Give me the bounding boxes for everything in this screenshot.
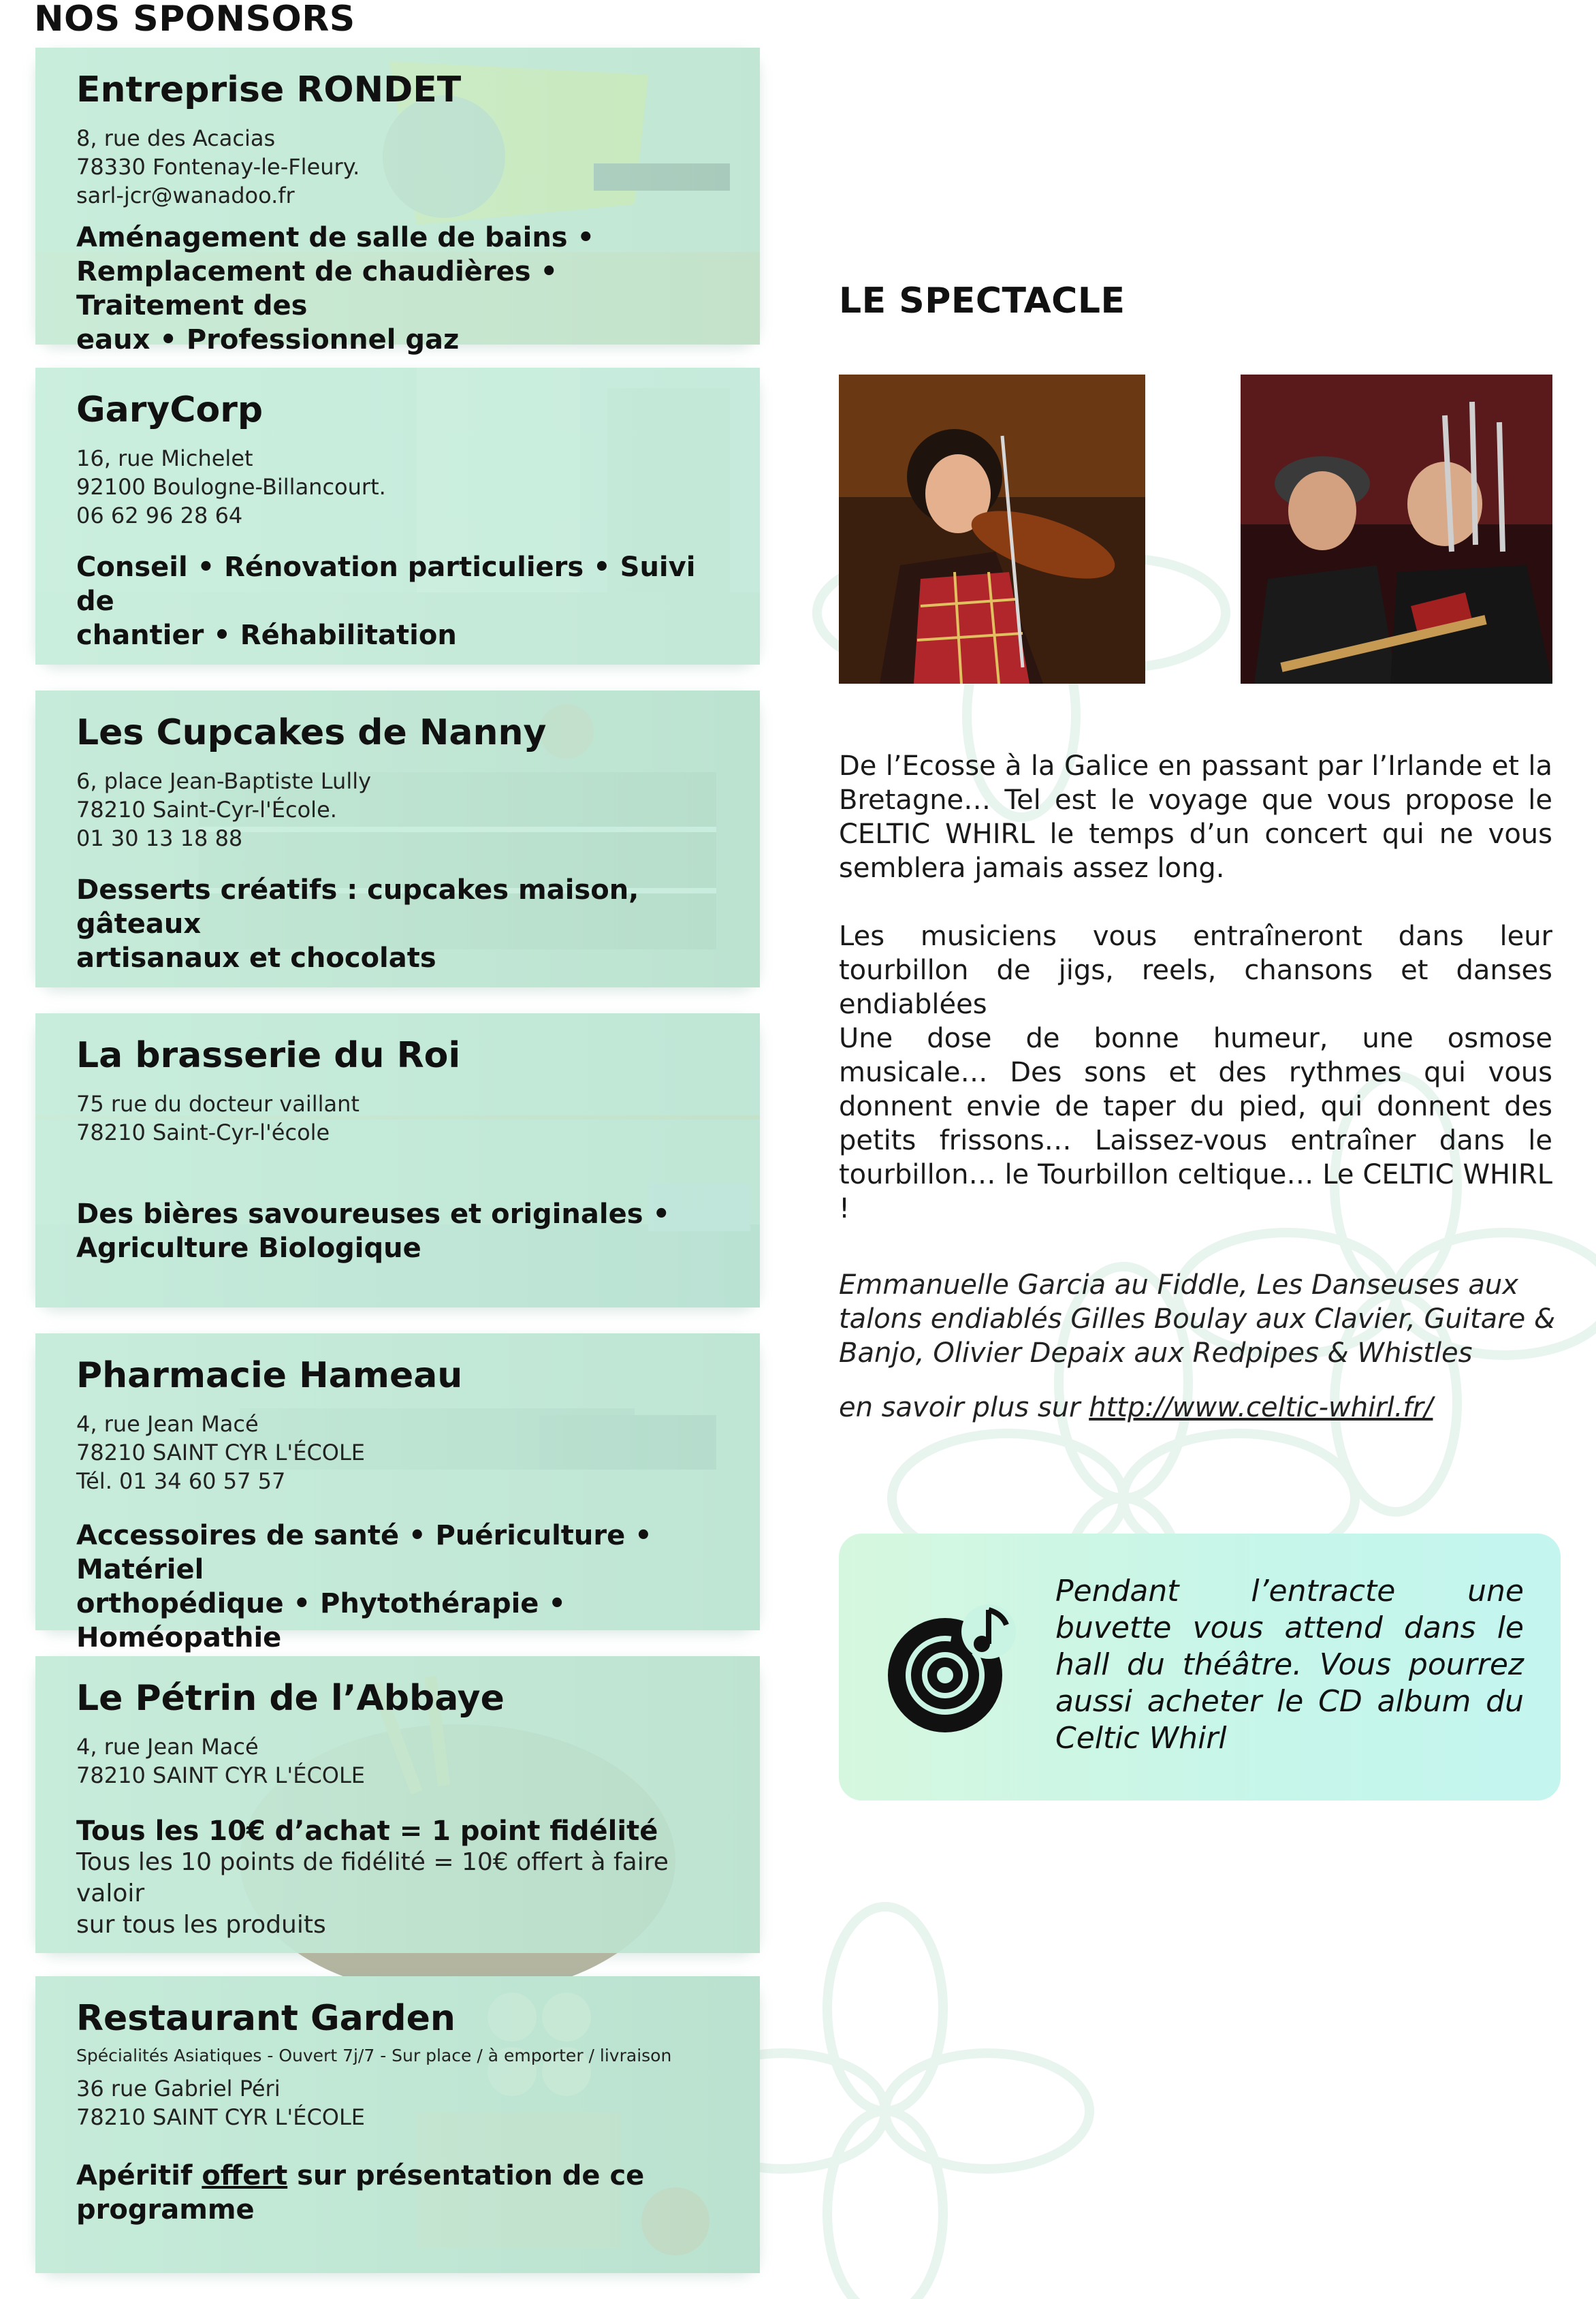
violinist-image: [839, 375, 1145, 684]
description-line: Aménagement de salle de bains •: [76, 222, 595, 253]
sponsor-tagline: Spécialités Asiatiques - Ouvert 7j/7 - Sur place / à emporter / livraison: [76, 2046, 672, 2065]
sponsor-card-petrin: [35, 1656, 760, 1953]
vinyl-record-music-note-icon: [887, 1604, 1016, 1734]
sponsor-address: [76, 444, 386, 530]
address-line: 4, rue Jean Macé: [76, 1411, 259, 1437]
sponsors-heading: NOS SPONSORS: [34, 0, 355, 39]
address-line: 78330 Fontenay-le-Fleury.: [76, 154, 360, 180]
sponsor-description: [76, 550, 733, 652]
sponsor-card-cupcakes: [35, 691, 760, 987]
more-info-prefix: en savoir plus sur: [839, 1392, 1089, 1423]
description-line: orthopédique • Phytothérapie • Homéopathie: [76, 1588, 566, 1653]
card-content: [76, 1333, 733, 1653]
photo-pipers: [1241, 375, 1552, 684]
description-line: Des bières savoureuses et originales •: [76, 1199, 671, 1230]
spectacle-heading: LE SPECTACLE: [839, 281, 1126, 321]
spectacle-credits: [839, 1268, 1561, 1370]
offer-line: programme: [76, 2194, 255, 2225]
sponsor-address: [76, 124, 360, 210]
description-line: chantier • Réhabilitation: [76, 620, 457, 651]
description-line: Remplacement de chaudières • Traitement des: [76, 256, 558, 321]
sponsor-address: [76, 767, 371, 853]
pipers-image: [1241, 375, 1552, 684]
offer-emphasis: offert: [202, 2160, 288, 2191]
spectacle-paragraph: Les musiciens vous entraîneront dans leur tourbillon de jigs, reels, chansons et danses endiablées: [839, 921, 1552, 1020]
address-line: 78210 SAINT CYR L'ÉCOLE: [76, 1440, 366, 1465]
address-line: 4, rue Jean Macé: [76, 1734, 259, 1760]
offer-line: [76, 2159, 733, 2193]
sponsor-address: [76, 1410, 365, 1495]
buvette-text: Pendant l’entracte une buvette vous attend dans le hall du théâtre. Vous pourrez aussi acheter le CD album du Celtic Whirl: [1055, 1574, 1524, 1756]
offer-text: sur présentation de ce: [287, 2160, 645, 2191]
sponsor-description: [76, 873, 733, 975]
sponsor-offer-details: [76, 1847, 733, 1941]
address-line: 92100 Boulogne-Billancourt.: [76, 474, 386, 500]
sponsor-phone: 01 30 13 18 88: [76, 825, 243, 851]
offer-detail-line: sur tous les produits: [76, 1911, 326, 1939]
offer-headline: Tous les 10€ d’achat = 1 point fidélité: [76, 1816, 658, 1847]
sponsor-name: GaryCorp: [76, 390, 264, 430]
sponsor-name: La brasserie du Roi: [76, 1035, 461, 1076]
card-content: [76, 1013, 733, 1307]
address-line: 78210 Saint-Cyr-l'école: [76, 1120, 330, 1145]
sponsor-description: [76, 1197, 733, 1265]
credits-line: Banjo, Olivier Depaix aux Redpipes & Whistles: [839, 1337, 1473, 1369]
address-line: 8, rue des Acacias: [76, 125, 276, 151]
offer-text: Apéritif: [76, 2160, 202, 2191]
credits-line: Emmanuelle Garcia au Fiddle, Les Danseuses aux: [839, 1269, 1518, 1301]
more-info: [839, 1391, 1561, 1425]
sponsor-card-brasserie: [35, 1013, 760, 1307]
address-line: 78210 Saint-Cyr-l'École.: [76, 797, 337, 823]
address-line: 16, rue Michelet: [76, 445, 253, 471]
address-line: 78210 SAINT CYR L'ÉCOLE: [76, 2104, 366, 2130]
sponsor-offer: [76, 1814, 733, 1848]
sponsor-phone: 06 62 96 28 64: [76, 503, 243, 528]
credits-line: talons endiablés Gilles Boulay aux Clavier, Guitare &: [839, 1303, 1556, 1335]
sponsor-address: [76, 1090, 360, 1147]
card-content: [76, 1976, 733, 2273]
sponsor-card-pharmacie: [35, 1333, 760, 1653]
description-line: Accessoires de santé • Puériculture • Matériel: [76, 1520, 652, 1585]
buvette-info-box: [839, 1534, 1561, 1801]
sponsor-name: Pharmacie Hameau: [76, 1355, 463, 1396]
card-content: [76, 1656, 733, 1953]
address-line: 75 rue du docteur vaillant: [76, 1091, 360, 1117]
sponsor-address: [76, 2074, 365, 2131]
sponsor-address: [76, 1732, 365, 1790]
sponsor-description: [76, 221, 733, 357]
website-link[interactable]: http://www.celtic-whirl.fr/: [1089, 1392, 1433, 1423]
sponsor-name: Restaurant Garden: [76, 1998, 456, 2039]
spectacle-paragraph: Une dose de bonne humeur, une osmose musicale… Des sons et des rythmes qui vous donnent envie de taper du pied, qui donnent des petits frissons… Laissez-vous entraîner dans le tourbillon… le Tourbillon celtique… Le CELTIC WHIRL !: [839, 1023, 1552, 1224]
sponsor-card-garycorp: [35, 368, 760, 665]
description-line: Conseil • Rénovation particuliers • Suivi de: [76, 552, 696, 617]
sponsor-card-rondet: [35, 48, 760, 355]
sponsor-card-garden: [35, 1976, 760, 2273]
sponsor-name: Entreprise RONDET: [76, 69, 462, 110]
address-line: 36 rue Gabriel Péri: [76, 2076, 281, 2102]
sponsor-phone: Tél. 01 34 60 57 57: [76, 1468, 286, 1494]
card-content: [76, 691, 733, 987]
sponsor-email[interactable]: sarl-jcr@wanadoo.fr: [76, 183, 295, 208]
description-line: eaux • Professionnel gaz: [76, 324, 460, 355]
address-line: 78210 SAINT CYR L'ÉCOLE: [76, 1762, 366, 1788]
card-content: [76, 368, 733, 665]
description-line: Agriculture Biologique: [76, 1233, 421, 1264]
offer-detail-line: Tous les 10 points de fidélité = 10€ offert à faire valoir: [76, 1848, 669, 1907]
photo-violinist: [839, 375, 1145, 684]
description-line: artisanaux et chocolats: [76, 942, 436, 974]
address-line: 6, place Jean-Baptiste Lully: [76, 768, 372, 794]
card-content: [76, 48, 733, 355]
sponsor-name: Les Cupcakes de Nanny: [76, 712, 547, 753]
sponsor-description: [76, 1519, 733, 1655]
sponsor-name: Le Pétrin de l’Abbaye: [76, 1678, 505, 1719]
spectacle-paragraph: De l’Ecosse à la Galice en passant par l’Irlande et la Bretagne… Tel est le voyage que vous propose le CELTIC WHIRL le temps d’un concert qui ne vous semblera jamais assez long.: [839, 750, 1552, 884]
description-line: Desserts créatifs : cupcakes maison, gâteaux: [76, 874, 639, 940]
sponsor-offer: [76, 2159, 733, 2227]
